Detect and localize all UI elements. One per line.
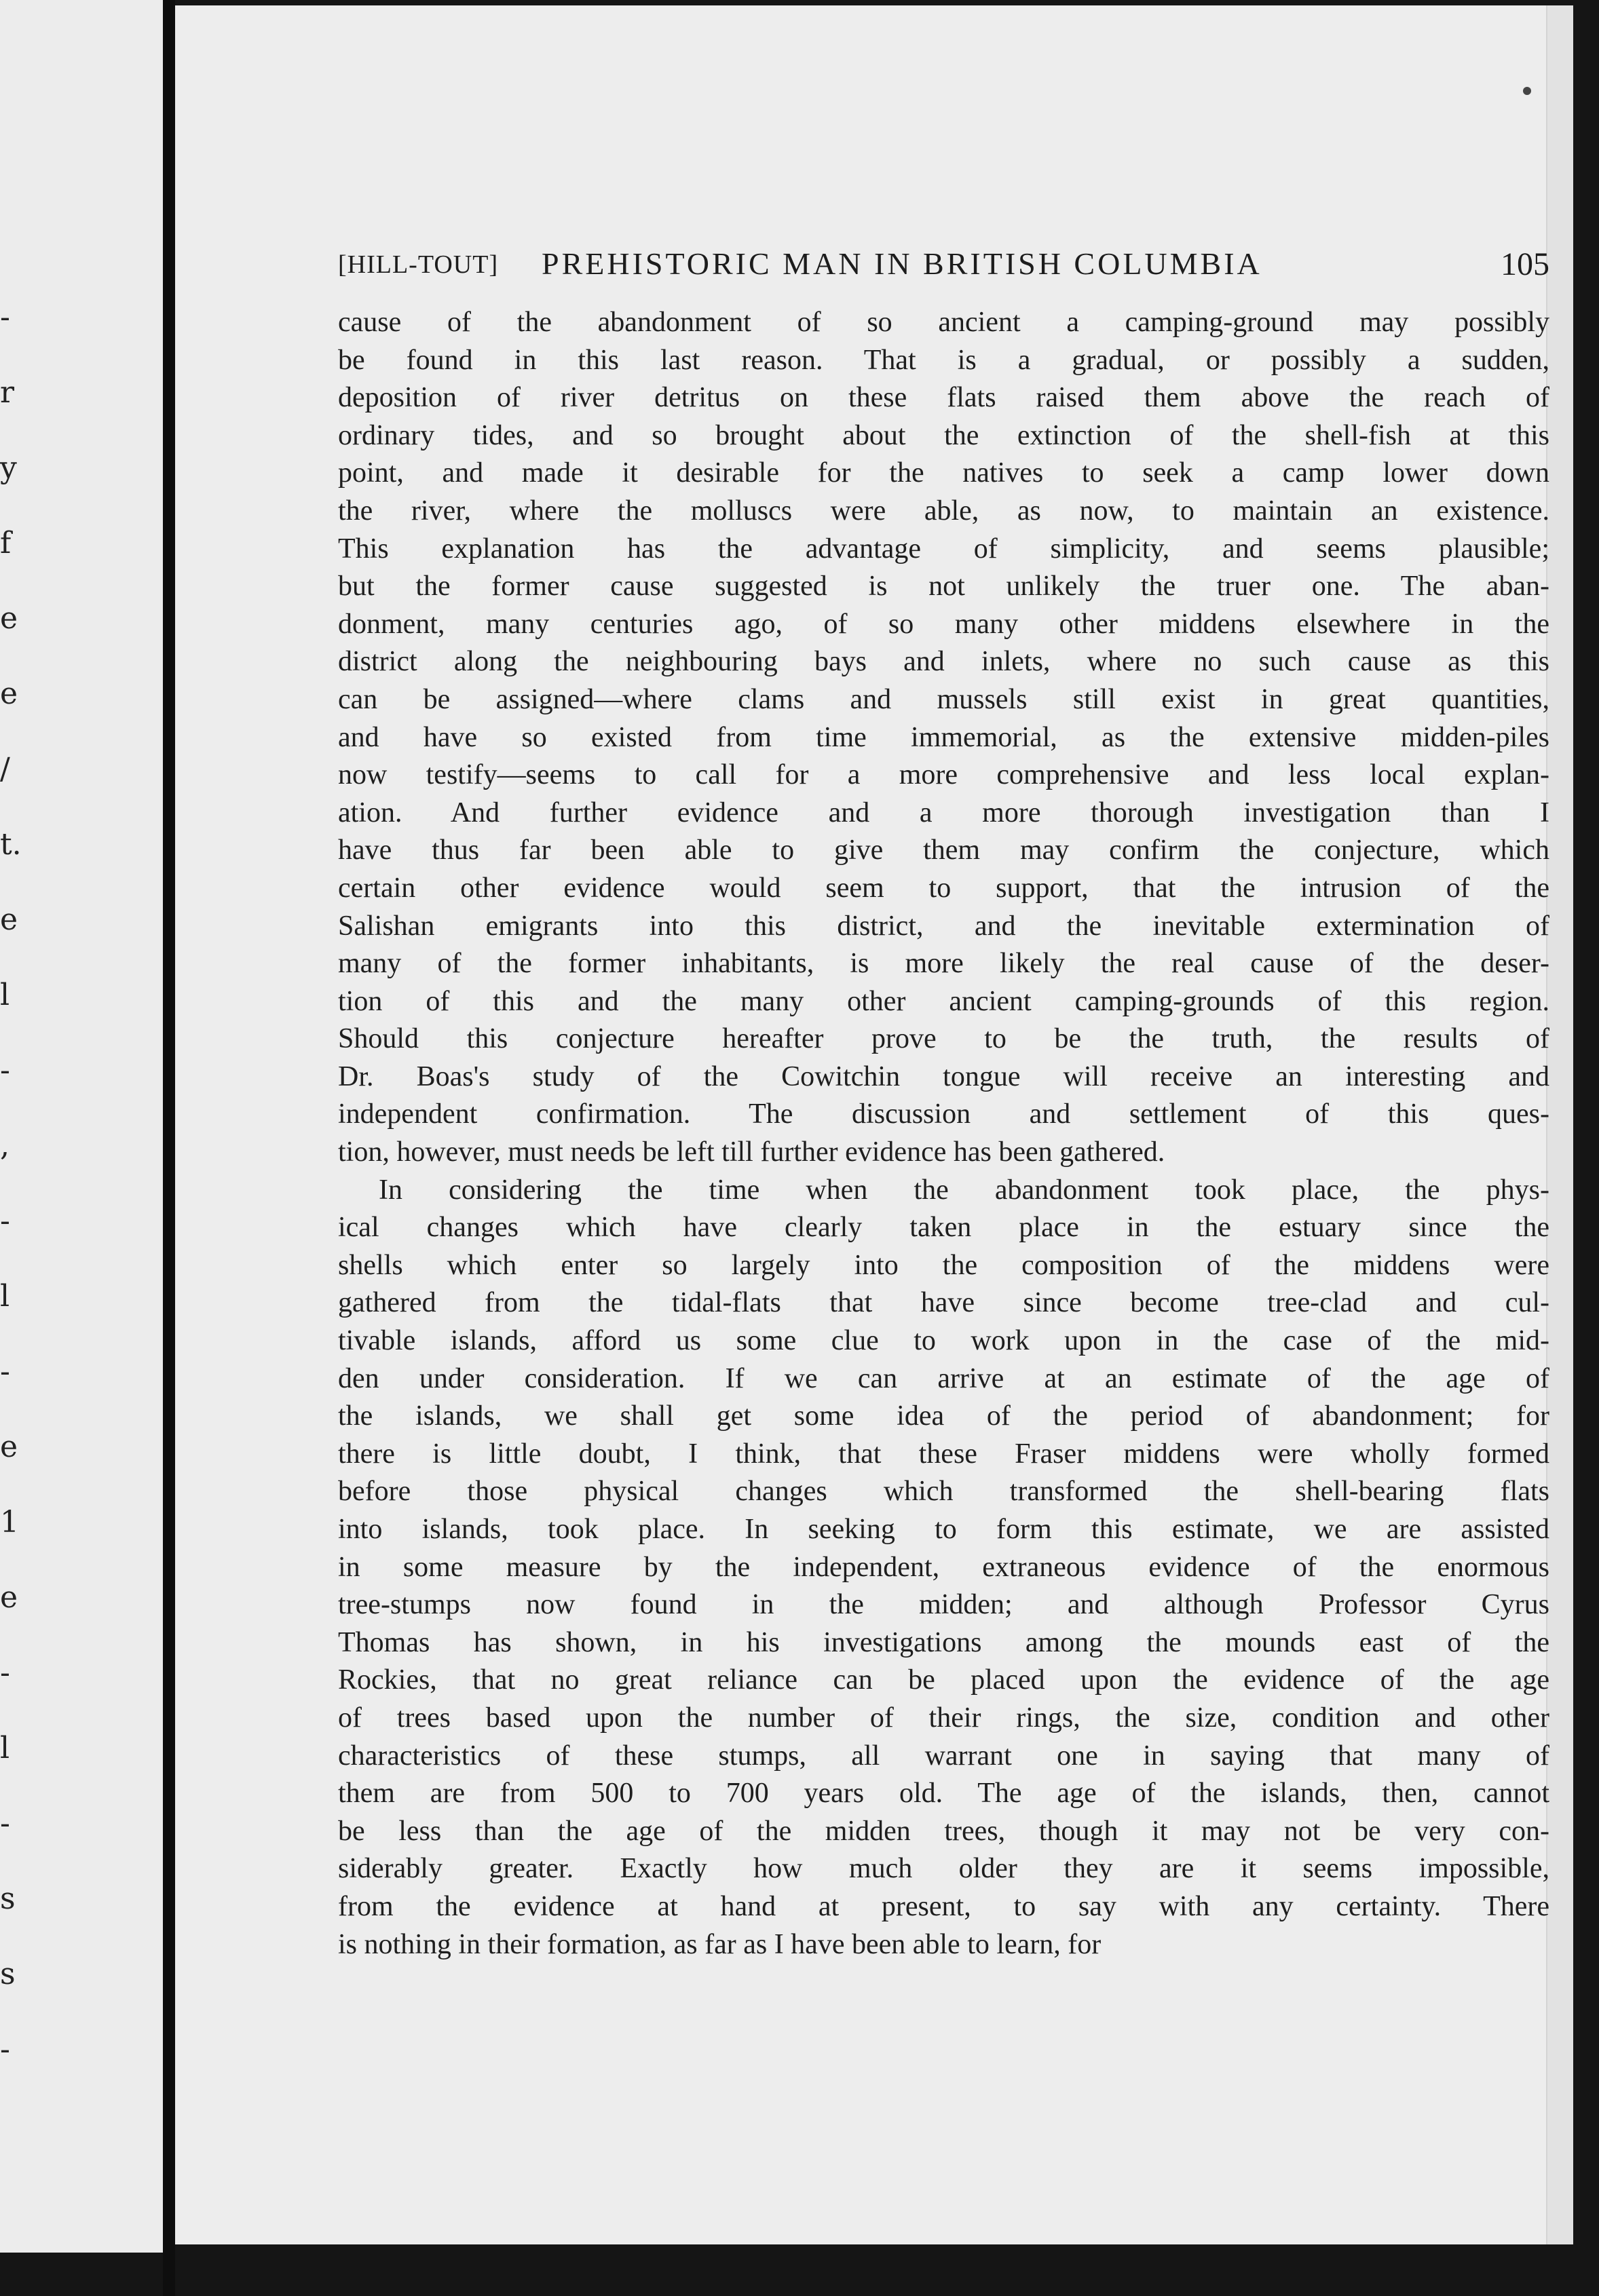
text-line: the islands, we shall get some idea of the period of abandonment; for xyxy=(338,1400,1549,1432)
text-line: from the evidence at hand at present, to say with any certainty. There xyxy=(338,1890,1549,1922)
text-line: shells which enter so largely into the composition of the middens were xyxy=(338,1249,1549,1281)
text-line: tion, however, must needs be left till further evidence has been gathered. xyxy=(338,1136,1165,1168)
text-line: them are from 500 to 700 years old. The age of the islands, then, cannot xyxy=(338,1778,1549,1810)
left-edge-fragment: f xyxy=(0,526,12,560)
text-line: and have so existed from time immemorial, as the extensive midden-piles xyxy=(338,721,1549,753)
text-line: In considering the time when the abandonment took place, the phys- xyxy=(379,1174,1549,1206)
left-edge-fragment: - xyxy=(0,1204,10,1238)
left-edge-fragment: - xyxy=(0,1656,10,1690)
text-line: independent confirmation. The discussion and settlement of this ques- xyxy=(338,1098,1549,1130)
text-line: in some measure by the independent, extraneous evidence of the enormous xyxy=(338,1551,1549,1583)
text-line: tion of this and the many other ancient camping-grounds of this region. xyxy=(338,985,1549,1017)
text-line: deposition of river detritus on these flats raised them above the reach of xyxy=(338,382,1549,414)
text-line: is nothing in their formation, as far as I have been able to learn, for xyxy=(338,1928,1102,1960)
left-edge-fragment: 1 xyxy=(0,1505,19,1539)
text-line: ordinary tides, and so brought about the extinction of the shell-fish at this xyxy=(338,419,1549,451)
text-line: but the former cause suggested is not unlikely the truer one. The aban- xyxy=(338,571,1549,602)
text-line: can be assigned—where clams and mussels still exist in great quantities, xyxy=(338,683,1549,715)
text-line: many of the former inhabitants, is more likely the real cause of the deser- xyxy=(338,948,1549,980)
text-line: donment, many centuries ago, of so many other middens elsewhere in the xyxy=(338,608,1549,640)
text-line: ation. And further evidence and a more thorough investigation than I xyxy=(338,797,1549,828)
running-head xyxy=(338,243,1549,290)
left-edge-fragment: l xyxy=(0,1731,10,1765)
text-line: point, and made it desirable for the natives to seek a camp lower down xyxy=(338,457,1549,489)
text-line: there is little doubt, I think, that these Fraser middens were wholly formed xyxy=(338,1438,1549,1470)
running-head-title: PREHISTORIC MAN IN BRITISH COLUMBIA xyxy=(542,246,1262,281)
left-edge-fragment: - xyxy=(0,1806,10,1841)
text-line: now testify—seems to call for a more comprehensive and less local explan- xyxy=(338,759,1549,791)
text-line: district along the neighbouring bays and inlets, where no such cause as this xyxy=(338,646,1549,678)
left-edge-fragment: e xyxy=(0,902,18,937)
text-line: have thus far been able to give them may confirm the conjecture, which xyxy=(338,835,1549,866)
text-line: Dr. Boas's study of the Cowitchin tongue will receive an interesting and xyxy=(338,1060,1549,1092)
text-line: be less than the age of the midden trees, though it may not be very con- xyxy=(338,1815,1549,1847)
page-number: 105 xyxy=(1501,246,1549,282)
text-line: Should this conjecture hereafter prove to be the truth, the results of xyxy=(338,1023,1549,1055)
text-line: ical changes which have clearly taken place in the estuary since the xyxy=(338,1212,1549,1244)
left-edge-fragment: - xyxy=(0,2032,10,2067)
text-line: den under consideration. If we can arrive at an estimate of the age of xyxy=(338,1362,1549,1394)
book-gutter xyxy=(163,0,175,2296)
running-head-author: [HILL-TOUT] xyxy=(338,250,499,279)
left-edge-fragment: l xyxy=(0,978,10,1012)
left-edge-fragment: s xyxy=(0,1957,16,1991)
text-line: Rockies, that no great reliance can be placed upon the evidence of the age xyxy=(338,1664,1549,1696)
left-edge-fragment: s xyxy=(0,1881,16,1916)
body-text xyxy=(338,304,1549,1964)
left-edge-fragment: e xyxy=(0,1580,18,1615)
text-line: characteristics of these stumps, all warrant one in saying that many of xyxy=(338,1740,1549,1772)
text-line: of trees based upon the number of their rings, the size, condition and other xyxy=(338,1702,1549,1734)
left-edge-fragment: , xyxy=(0,1128,10,1163)
left-edge-fragment: e xyxy=(0,1430,18,1464)
left-edge-fragment: l xyxy=(0,1279,10,1314)
text-line: cause of the abandonment of so ancient a camping-ground may possibly xyxy=(338,307,1549,338)
text-line: into islands, took place. In seeking to form this estimate, we are assisted xyxy=(338,1514,1549,1545)
text-line: This explanation has the advantage of simplicity, and seems plausible; xyxy=(338,533,1549,565)
text-line: tree-stumps now found in the midden; and although Professor Cyrus xyxy=(338,1589,1549,1621)
text-line: Thomas has shown, in his investigations among the mounds east of the xyxy=(338,1626,1549,1658)
right-page xyxy=(175,5,1573,2244)
left-edge-fragment: - xyxy=(0,300,10,334)
left-page-fragments xyxy=(0,299,20,2106)
left-edge-fragment: e xyxy=(0,676,18,711)
left-page-edge xyxy=(0,0,163,2253)
scan-speck xyxy=(1523,87,1531,95)
left-edge-fragment: t. xyxy=(0,827,22,862)
text-line: Salishan emigrants into this district, and the inevitable extermination of xyxy=(338,910,1549,942)
text-line: be found in this last reason. That is a gradual, or possibly a sudden, xyxy=(338,344,1549,376)
text-line: the river, where the molluscs were able, as now, to maintain an existence. xyxy=(338,495,1549,527)
left-edge-fragment: - xyxy=(0,1354,10,1389)
left-edge-fragment: - xyxy=(0,1053,10,1088)
text-line: before those physical changes which transformed the shell-bearing flats xyxy=(338,1476,1549,1508)
left-edge-fragment: y xyxy=(0,451,17,485)
page-fold-edge xyxy=(1546,5,1573,2244)
text-line: gathered from the tidal-flats that have since become tree-clad and cul- xyxy=(338,1287,1549,1319)
left-edge-fragment: e xyxy=(0,601,18,636)
left-edge-fragment: r xyxy=(0,375,15,410)
text-line: certain other evidence would seem to support, that the intrusion of the xyxy=(338,872,1549,904)
text-line: tivable islands, afford us some clue to work upon in the case of the mid- xyxy=(338,1325,1549,1357)
text-line: siderably greater. Exactly how much older they are it seems impossible, xyxy=(338,1853,1549,1885)
left-edge-fragment: / xyxy=(0,752,10,786)
